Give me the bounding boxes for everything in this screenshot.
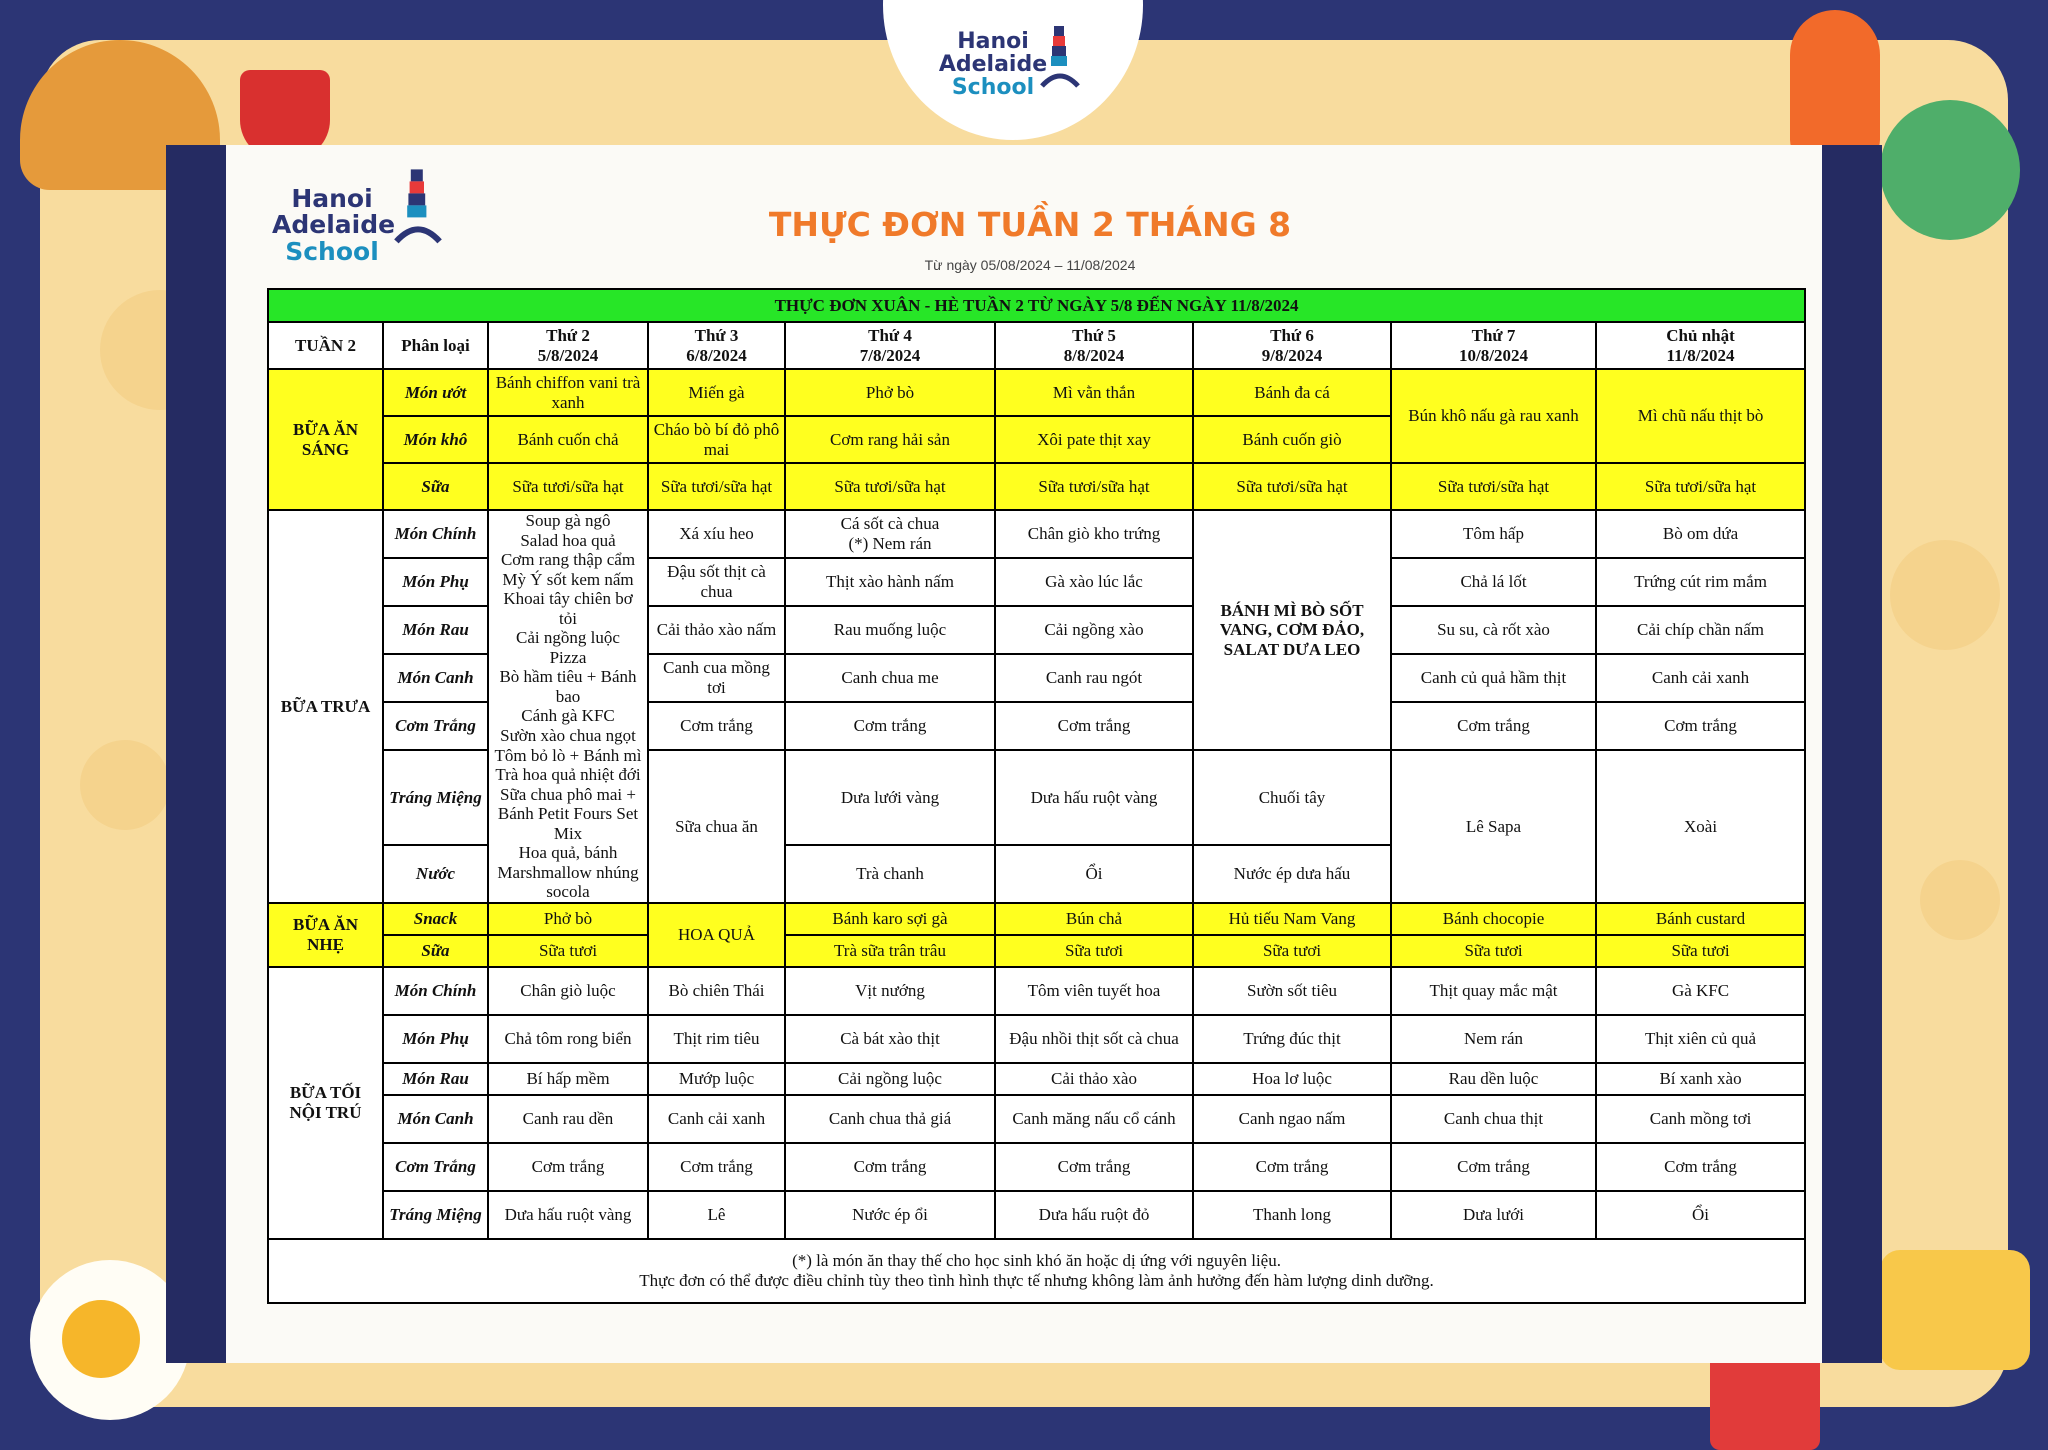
menu-cell: Cơm trắng [1596,1143,1805,1191]
footnote-line-2: Thực đơn có thể được điều chỉnh tùy theo tình hình thực tế nhưng không làm ảnh hưởng đến hàm lượng dinh dưỡng. [639,1270,1434,1290]
menu-cell: Bí xanh xào [1596,1063,1805,1095]
menu-cell: Canh cua mồng tơi [648,654,785,702]
category-label: Sữa [383,463,488,510]
day-name: Thứ 4 [868,325,912,345]
monday-lunch-list: Soup gà ngô Salad hoa quả Cơm rang thập cẩm Mỳ Ý sốt kem nấm Khoai tây chiên bơ tỏi Cải ngồng luộc Pizza Bò hầm tiêu + Bánh bao Cánh gà KFC Sườn xào chua ngọt Tôm bỏ lò + Bánh mì Trà hoa quả nhiệt đới Sữa chua phô mai + Bánh Petit Fours Set Mix Hoa quả, bánh Marshmallow nhúng socola [488,510,648,903]
menu-cell: Su su, cà rốt xào [1391,606,1596,654]
menu-cell: Cơm trắng [1193,1143,1391,1191]
broccoli-icon [1880,100,2020,240]
category-label: Cơm Trắng [383,702,488,750]
menu-cell: Bò om dứa [1596,510,1805,558]
menu-cell: Cơm trắng [648,702,785,750]
menu-cell: Chân giò kho trứng [995,510,1193,558]
meal-snack: BỮA ĂN NHẸ [268,903,383,967]
menu-cell: Thịt quay mắc mật [1391,967,1596,1015]
menu-cell: Cơm trắng [1596,702,1805,750]
category-label: Món Phụ [383,1015,488,1063]
menu-cell: Mướp luộc [648,1063,785,1095]
header-category: Phân loại [383,322,488,369]
header-day [1391,322,1596,369]
menu-cell: Dưa lưới vàng [785,750,995,845]
menu-cell: Canh măng nấu cổ cánh [995,1095,1193,1143]
menu-cell: Bánh đa cá [1193,369,1391,416]
header-day [1596,322,1805,369]
category-label: Snack [383,903,488,935]
menu-cell: Rau dền luộc [1391,1063,1596,1095]
menu-cell: Sữa tươi/sữa hạt [1193,463,1391,510]
menu-cell: Bánh custard [1596,903,1805,935]
menu-cell: Trứng cút rim mắm [1596,558,1805,606]
menu-cell: Sữa tươi/sữa hạt [1596,463,1805,510]
menu-cell: Hoa lơ luộc [1193,1063,1391,1095]
menu-cell: Phở bò [488,903,648,935]
menu-cell: Sườn sốt tiêu [1193,967,1391,1015]
menu-cell: Canh chua thịt [1391,1095,1596,1143]
egg-yolk-icon [62,1300,140,1378]
menu-cell: Trà sữa trân trâu [785,935,995,967]
menu-cell: Thịt xào hành nấm [785,558,995,606]
menu-cell: Cà bát xào thịt [785,1015,995,1063]
menu-cell: Thịt xiên củ quả [1596,1015,1805,1063]
menu-cell: Sữa tươi [1596,935,1805,967]
menu-cell: Sữa tươi/sữa hạt [785,463,995,510]
menu-cell: Bí hấp mềm [488,1063,648,1095]
category-label: Món Chính [383,967,488,1015]
logo-text-school: School [951,75,1035,101]
meal-dinner: BỮA TỐI NỘI TRÚ [268,967,383,1239]
day-date: 7/8/2024 [859,345,921,365]
category-label: Món Rau [383,606,488,654]
menu-cell: Canh chua me [785,654,995,702]
page-title: THỰC ĐƠN TUẦN 2 THÁNG 8 [768,205,1292,244]
menu-cell: Trứng đúc thịt [1193,1015,1391,1063]
menu-cell: Cơm trắng [648,1143,785,1191]
menu-cell: Xoài [1596,750,1805,903]
menu-cell: Cơm trắng [1391,1143,1596,1191]
category-label: Cơm Trắng [383,1143,488,1191]
menu-cell: Thịt rim tiêu [648,1015,785,1063]
menu-cell: Chân giò luộc [488,967,648,1015]
menu-cell: Chả tôm rong biển [488,1015,648,1063]
menu-cell: Sữa tươi [1193,935,1391,967]
cheese-icon [1880,1250,2030,1370]
category-label: Món Canh [383,654,488,702]
menu-cell: Canh chua thả giá [785,1095,995,1143]
menu-cell: Dưa hấu ruột vàng [488,1191,648,1239]
menu-cell: Bánh cuốn chả [488,416,648,463]
menu-cell: Mì chũ nấu thịt bò [1596,369,1805,463]
menu-cell: Cá sốt cà chua (*) Nem rán [785,510,995,558]
category-label: Món khô [383,416,488,463]
menu-cell: Gà xào lúc lắc [995,558,1193,606]
menu-cell: Nước ép dưa hấu [1193,845,1391,903]
menu-cell: Vịt nướng [785,967,995,1015]
logo-text-hanoi: Hanoi [957,29,1029,54]
menu-cell: Sữa tươi [995,935,1193,967]
meal-breakfast: BỮA ĂN SÁNG [268,369,383,510]
menu-cell: Bún chả [995,903,1193,935]
footnote-line-1: (*) là món ăn thay thế cho học sinh khó ăn hoặc dị ứng với nguyên liệu. [792,1251,1281,1271]
lighthouse-icon [394,166,442,252]
menu-cell: Bánh chocopie [1391,903,1596,935]
menu-cell: Sữa chua ăn [648,750,785,903]
menu-cell: Cơm trắng [995,1143,1193,1191]
menu-cell: Hủ tiếu Nam Vang [1193,903,1391,935]
category-label: Món Canh [383,1095,488,1143]
menu-cell: Cơm trắng [1391,702,1596,750]
category-label: Sữa [383,935,488,967]
logo-text-school: School [285,236,379,266]
category-label: Tráng Miệng [383,1191,488,1239]
menu-cell: Ổi [995,845,1193,903]
day-date: 9/8/2024 [1261,345,1323,365]
day-date: 11/8/2024 [1666,345,1735,365]
logo-text-adelaide: Adelaide [272,210,396,240]
menu-cell: Canh mồng tơi [1596,1095,1805,1143]
friday-lunch-main: BÁNH MÌ BÒ SỐT VANG, CƠM ĐẢO, SALAT DƯA LEO [1193,510,1391,750]
header-week: TUẦN 2 [268,322,383,369]
menu-cell: Ổi [1596,1191,1805,1239]
carrot-icon [1790,10,1880,160]
category-label: Món Chính [383,510,488,558]
logo-text-adelaide: Adelaide [938,52,1048,78]
menu-cell: Trà chanh [785,845,995,903]
menu-cell: Sữa tươi [488,935,648,967]
menu-cell: Đậu sốt thịt cà chua [648,558,785,606]
menu-cell: Cải thảo xào nấm [648,606,785,654]
category-label: Món Phụ [383,558,488,606]
logo-text-hanoi: Hanoi [291,184,373,213]
menu-cell: Nước ép ổi [785,1191,995,1239]
category-label: Nước [383,845,488,903]
menu-cell: Cải thảo xào [995,1063,1193,1095]
date-range: Từ ngày 05/08/2024 – 11/08/2024 [924,257,1136,273]
day-date: 5/8/2024 [537,345,599,365]
menu-cell: Sữa tươi/sữa hạt [1391,463,1596,510]
menu-cell: Sữa tươi/sữa hạt [488,463,648,510]
header-day [648,322,785,369]
menu-cell: Cơm trắng [488,1143,648,1191]
menu-cell: Miến gà [648,369,785,416]
header-day [1193,322,1391,369]
menu-cell: Sữa tươi [1391,935,1596,967]
menu-cell: Rau muống luộc [785,606,995,654]
menu-cell: Lê Sapa [1391,750,1596,903]
menu-cell: Canh củ quả hầm thịt [1391,654,1596,702]
header-day [995,322,1193,369]
menu-cell: Cơm trắng [995,702,1193,750]
meal-lunch: BỮA TRƯA [268,510,383,903]
menu-cell: Sữa tươi/sữa hạt [995,463,1193,510]
menu-cell: Gà KFC [1596,967,1805,1015]
menu-cell: Bánh chiffon vani trà xanh [488,369,648,416]
menu-cell: Canh cải xanh [648,1095,785,1143]
menu-cell: Mì vằn thắn [995,369,1193,416]
menu-cell: Tôm hấp [1391,510,1596,558]
footnote [268,1239,1805,1303]
menu-cell: Cơm trắng [785,702,995,750]
menu-cell: Cơm rang hải sản [785,416,995,463]
school-logo-doc [272,184,396,266]
menu-cell: Chả lá lốt [1391,558,1596,606]
table-banner: THỰC ĐƠN XUÂN - HÈ TUẦN 2 TỪ NGÀY 5/8 ĐẾN NGÀY 11/8/2024 [268,289,1805,322]
menu-cell: Tôm viên tuyết hoa [995,967,1193,1015]
category-label: Món ướt [383,369,488,416]
menu-cell: Canh cải xanh [1596,654,1805,702]
menu-cell: Xá xíu heo [648,510,785,558]
menu-table [267,288,1806,1304]
menu-cell: Bánh cuốn giò [1193,416,1391,463]
day-date: 8/8/2024 [1063,345,1125,365]
menu-cell: Chuối tây [1193,750,1391,845]
day-name: Thứ 7 [1471,325,1516,345]
category-label: Tráng Miệng [383,750,488,845]
menu-cell: Phở bò [785,369,995,416]
day-date: 6/8/2024 [686,345,747,365]
menu-cell: Cải ngồng xào [995,606,1193,654]
day-name: Chủ nhật [1666,325,1735,345]
menu-cell: Thanh long [1193,1191,1391,1239]
menu-cell: Cải ngồng luộc [785,1063,995,1095]
lighthouse-icon [1040,24,1080,94]
menu-cell: Cải chíp chần nấm [1596,606,1805,654]
menu-cell: Bún khô nấu gà rau xanh [1391,369,1596,463]
menu-cell: Đậu nhồi thịt sốt cà chua [995,1015,1193,1063]
day-name: Thứ 2 [546,325,590,345]
menu-cell: Canh ngao nấm [1193,1095,1391,1143]
day-name: Thứ 6 [1270,325,1314,345]
day-date: 10/8/2024 [1459,345,1528,365]
menu-cell: Bánh karo sợi gà [785,903,995,935]
menu-cell: Cơm trắng [785,1143,995,1191]
menu-cell: Dưa lưới [1391,1191,1596,1239]
menu-cell: Canh rau ngót [995,654,1193,702]
menu-cell: Bò chiên Thái [648,967,785,1015]
day-name: Thứ 3 [694,325,739,345]
school-logo-top [938,30,1048,99]
menu-cell: Lê [648,1191,785,1239]
menu-cell: Dưa hấu ruột đỏ [995,1191,1193,1239]
menu-cell: Xôi pate thịt xay [995,416,1193,463]
menu-cell: Nem rán [1391,1015,1596,1063]
menu-cell: Canh rau dền [488,1095,648,1143]
fries-box-icon [1710,1350,1820,1450]
header-day [785,322,995,369]
menu-cell: Dưa hấu ruột vàng [995,750,1193,845]
menu-cell: Cháo bò bí đỏ phô mai [648,416,785,463]
category-label: Món Rau [383,1063,488,1095]
menu-cell: HOA QUẢ [648,903,785,967]
day-name: Thứ 5 [1072,325,1116,345]
header-day [488,322,648,369]
menu-cell: Sữa tươi/sữa hạt [648,463,785,510]
